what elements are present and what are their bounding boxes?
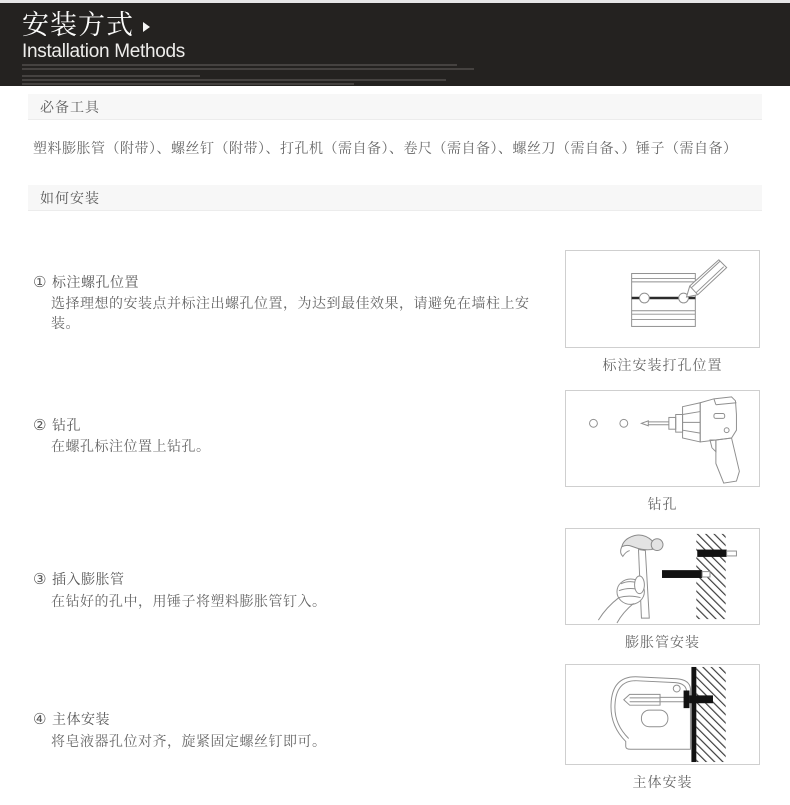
step-1-number: ① [33, 274, 47, 291]
tools-list: 塑料膨胀管（附带）、螺丝钉（附带）、打孔机（需自备）、卷尺（需自备）、螺丝刀（需自备、）锤子（需自备） [33, 140, 738, 156]
step-4-title-text: 主体安装 [51, 711, 110, 727]
hammer-expansion-anchor-illustration [565, 528, 760, 625]
hammer-expansion-anchor-icon [566, 529, 759, 624]
step-1-title [33, 272, 139, 292]
step-1-title-text: 标注螺孔位置 [51, 274, 139, 290]
fine-print-line [22, 83, 354, 85]
pencil-marking-bracket-icon [566, 251, 759, 347]
section-heading-howto [28, 185, 762, 211]
electric-drill-icon [566, 391, 759, 486]
step-2-number: ② [33, 417, 47, 434]
section-heading-tools-label: 必备工具 [40, 98, 100, 115]
section-heading-tools [28, 94, 762, 120]
pencil-marking-bracket-illustration [565, 250, 760, 348]
fine-print-line [22, 75, 200, 77]
arrow-right-icon [143, 22, 150, 32]
step-3-title-text: 插入膨胀管 [51, 571, 125, 587]
step-3-caption: 膨胀管安装 [625, 634, 700, 650]
step-1-description: 选择理想的安装点并标注出螺孔位置，为达到最佳效果，请避免在墙柱上安装。 [51, 295, 530, 331]
step-3-figure [565, 528, 760, 652]
step-4-description: 将皂液器孔位对齐，旋紧固定螺丝钉即可。 [51, 733, 327, 749]
header [0, 3, 790, 86]
fine-print-line [22, 79, 446, 81]
page-subtitle: Installation Methods [22, 41, 185, 62]
step-4-figure [565, 664, 760, 792]
section-heading-howto-label: 如何安装 [40, 189, 100, 206]
dispenser-body-screwdriver-icon [566, 665, 759, 764]
step-2-title-text: 钻孔 [51, 417, 81, 433]
header-title-row [22, 11, 150, 41]
step-3-description: 在钻好的孔中，用锤子将塑料膨胀管钉入。 [51, 593, 327, 609]
fine-print-line [22, 64, 457, 66]
step-3-number: ③ [33, 571, 47, 588]
step-4-number: ④ [33, 711, 47, 728]
step-4-caption: 主体安装 [632, 774, 693, 790]
page-title: 安装方式 [22, 10, 134, 40]
header-fine-print [22, 64, 474, 85]
dispenser-body-screwdriver-illustration [565, 664, 760, 765]
step-4-title [33, 709, 110, 729]
step-2-caption: 钻孔 [647, 496, 678, 512]
step-1-caption: 标注安装打孔位置 [602, 357, 723, 373]
electric-drill-illustration [565, 390, 760, 487]
step-3-title [33, 569, 124, 589]
step-2-title [33, 415, 81, 435]
fine-print-line [22, 68, 474, 70]
step-2-figure [565, 390, 760, 514]
step-1-figure [565, 250, 760, 375]
step-2-description: 在螺孔标注位置上钻孔。 [51, 438, 211, 454]
